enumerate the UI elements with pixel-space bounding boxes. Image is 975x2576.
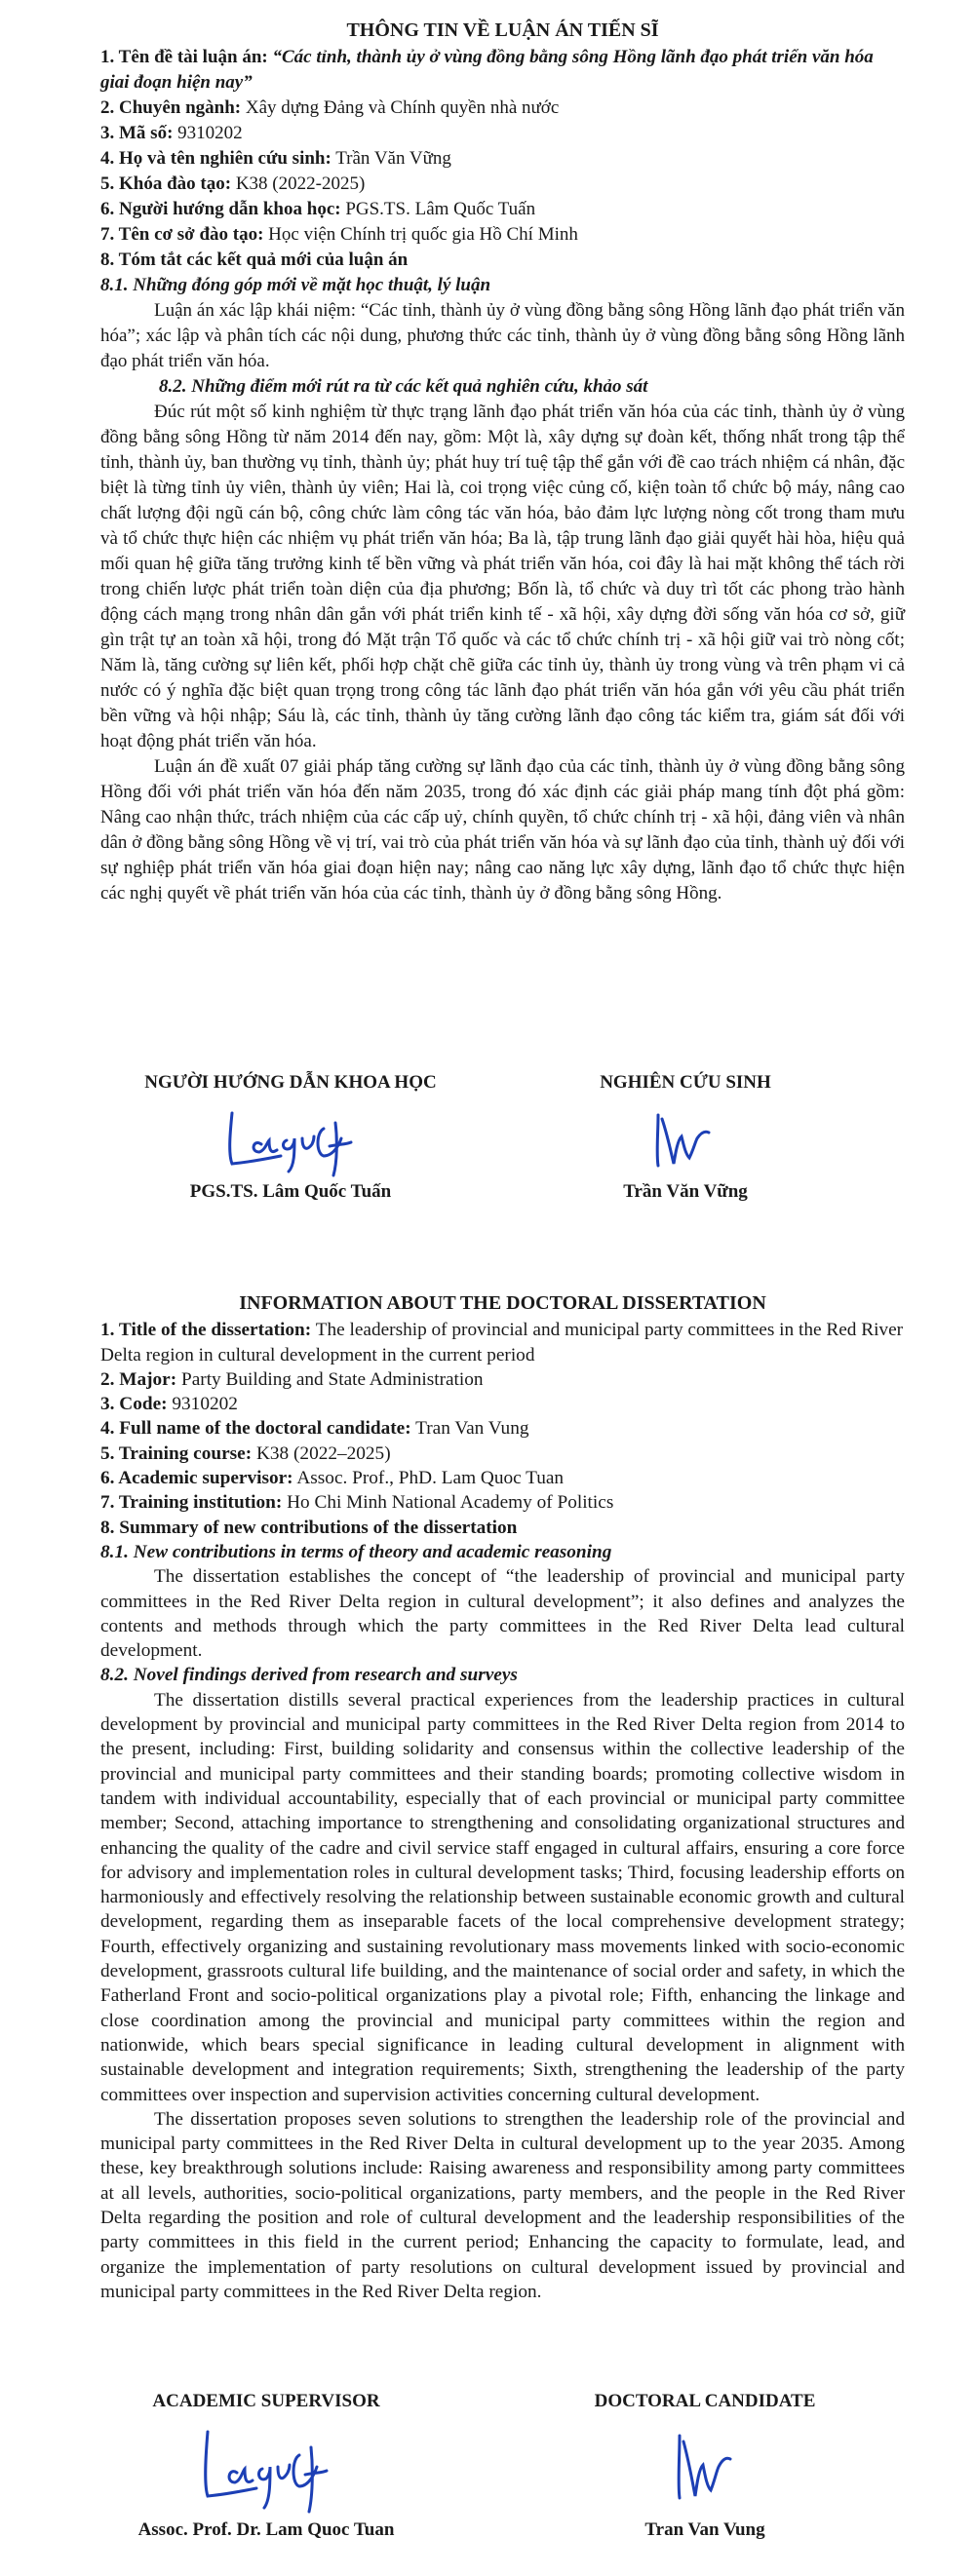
en-title: INFORMATION ABOUT THE DOCTORAL DISSERTATION [239,1292,766,1314]
signature-role: ACADEMIC SUPERVISOR [152,2391,380,2411]
vn-field-course [100,172,905,197]
vn-signature-supervisor [96,1072,486,1203]
field-label: 1. Tên đề tài luận án: [100,47,268,67]
field-value: 9310202 [172,1394,238,1415]
field-value: “Các tỉnh, thành ủy ở vùng đồng bằng sông Hồng lãnh đạo phát triển văn hóa giai đoạn hiện nay” [100,47,874,93]
field-label: 4. Full name of the doctoral candidate: [100,1418,411,1440]
handwritten-signature-icon [169,2412,364,2519]
field-label: 6. Người hướng dẫn khoa học: [100,199,341,219]
signature-name: Trần Văn Vững [623,1181,748,1202]
field-label: 5. Khóa đào tạo: [100,173,232,194]
en-field-course [100,1442,905,1466]
vn-field-candidate [100,146,905,172]
field-value: Assoc. Prof., PhD. Lam Quoc Tuan [296,1468,565,1489]
vn-field-summary [100,248,905,273]
en-signature-supervisor [71,2391,461,2541]
field-label: 4. Họ và tên nghiên cứu sinh: [100,148,332,169]
signature-name: Assoc. Prof. Dr. Lam Quoc Tuan [137,2519,395,2540]
field-value: K38 (2022-2025) [235,173,366,194]
en-signature-block [100,2391,905,2566]
field-label: 1. Title of the dissertation: [100,1320,312,1341]
en-field-institution [100,1490,905,1515]
en-field-major [100,1367,905,1392]
field-label: 2. Major: [100,1368,177,1390]
field-label: 8. Summary of new contributions of the dissertation [100,1517,518,1538]
field-value: PGS.TS. Lâm Quốc Tuấn [345,199,536,219]
field-label: 2. Chuyên ngành: [100,97,242,118]
handwritten-signature-icon [193,1094,388,1181]
en-field-code [100,1392,905,1416]
signature-name: PGS.TS. Lâm Quốc Tuấn [189,1181,392,1202]
field-value: Học viện Chính trị quốc gia Hồ Chí Minh [268,224,578,245]
field-value: Party Building and State Administration [181,1368,484,1390]
en-paragraph-1: The dissertation establishes the concept of “the leadership of provincial and municipal party committees in the Red River Delta region in cultural development”; it also defines and analyzes the contents and methods through which the party committees in the Red River Delta lead cultural development. [100,1566,905,1662]
field-label: 5. Training course: [100,1442,253,1464]
handwritten-signature-icon [588,1094,783,1181]
signature-name: Tran Van Vung [644,2519,765,2540]
field-value: Tran Van Vung [415,1418,529,1440]
en-paragraph-2: The dissertation distills several practical experiences from the leadership practices in cultural development by provincial and municipal party committees in the Red River Delta region from 2014 to the present, including: First, building solidarity and consensus within the collective leadership of the provincial and municipal party committees and their standing boards; promoting collective wisdom in tandem with individual accountability, especially that of each provincial or municipal party committee member; Second, attaching importance to strengthening and consolidating organizational structures and enhancing the quality of the cadre and civil service staff engaged in cultural affairs, ensuring a core force for advisory and implementation roles in cultural development tasks; Third, focusing leadership efforts on harmoniously and effectively resolving the relationship between sustainable economic growth and cultural development, regarding them as inseparable facets of the local comprehensive development strategy; Fourth, effectively organizing and sustaining revolutionary mass movements linked with socio-economic development, grassroots cultural life building, and the maintenance of social order and safety, in which the Fatherland Front and socio-political organizations play a pivotal role; Fifth, enhancing the linkage and close coordination among the provincial and municipal party committees within the region and nationwide, which bears special significance in leading cultural development in alignment with sustainable development and integration requirements; Sixth, strengthening the leadership of the party committees over inspection and supervision activities concerning cultural development. [100,1689,905,2105]
vietnamese-section [100,18,905,906]
vn-field-major [100,96,905,121]
vn-subheading-8-2: 8.2. Những điểm mới rút ra từ các kết quả nghiên cứu, khảo sát [159,376,648,397]
vn-paragraph-2: Đúc rút một số kinh nghiệm từ thực trạng lãnh đạo phát triển văn hóa của các tỉnh, thành ủy ở vùng đồng bằng sông Hồng từ năm 2014 đến nay, gồm: Một là, xây dựng sự đoàn kết, thống nhất trong tập thể tỉnh, thành ủy, ban thường vụ tỉnh, thành ủy; phát huy trí tuệ tập thể gắn với đề cao trách nhiệm cá nhân, đặc biệt là từng tỉnh ủy viên, thành ủy viên; Hai là, coi trọng việc củng cố, kiện toàn tổ chức bộ máy, nâng cao chất lượng đội ngũ cán bộ, công chức làm công tác văn hóa, bảo đảm lực lượng nòng cốt trong tham mưu và tổ chức thực hiện các nhiệm vụ phát triển văn hóa; Ba là, tập trung lãnh đạo giải quyết hài hòa, hiệu quả mối quan hệ giữa tăng trưởng kinh tế bền vững và phát triển văn hóa, coi đây là hai mặt không thể tách rời trong chiến lược phát triển toàn diện của địa phương; Bốn là, tổ chức và duy trì tốt các phong trào hành động cách mạng trong nhân dân gắn với phát triển kinh tế - xã hội, xây dựng đời sống văn hóa cơ sở, giữ gìn trật tự an toàn xã hội, trong đó Mặt trận Tổ quốc và các tổ chức chính trị - xã hội giữ vai trò nòng cốt; Năm là, tăng cường sự liên kết, phối hợp chặt chẽ giữa các tỉnh ủy, thành ủy trong vùng và trên phạm vi cả nước có ý nghĩa đặc biệt quan trọng trong công tác lãnh đạo phát triển văn hóa gắn với yêu cầu phát triển bền vững và hội nhập; Sáu là, các tỉnh, thành ủy tăng cường lãnh đạo công tác kiểm tra, giám sát đối với hoạt động phát triển văn hóa. [100,402,905,751]
vn-field-code [100,121,905,146]
field-value: The leadership of provincial and municipal party committees in the Red River Delta region in cultural development in the current period [100,1320,904,1365]
field-label: 3. Code: [100,1394,168,1415]
en-field-title [100,1318,905,1367]
vn-paragraph-1: Luận án xác lập khái niệm: “Các tỉnh, thành ủy ở vùng đồng bằng sông Hồng lãnh đạo phát triển văn hóa”; xác lập và phân tích các nội dung, phương thức các tỉnh, thành ủy ở vùng đồng bằng sông Hồng lãnh đạo phát triển văn hóa. [100,300,905,371]
signature-role: NGHIÊN CỨU SINH [600,1072,771,1093]
en-signature-candidate [510,2391,900,2541]
vn-field-title [100,45,905,96]
en-paragraph-3: The dissertation proposes seven solutions to strengthen the leadership role of the provincial and municipal party committees in the Red River Delta in cultural development up to the year 2035. Among these, key breakthrough solutions include: Raising awareness and responsibility among party committees at all levels, authorities, socio-political organizations, party members, and the people in the Red River Delta regarding the position and role of cultural development and the leadership responsibilities of the party committees in this field in the current period; Enhancing the capacity to formulate, lead, and organize the implementation of party resolutions on cultural development issued by provincial and municipal party committees in the Red River Delta region. [100,2108,905,2302]
field-label: 7. Tên cơ sở đào tạo: [100,224,264,245]
handwritten-signature-icon [607,2412,802,2519]
vn-signature-block [100,1072,905,1248]
english-section [100,1291,905,2304]
field-value: 9310202 [177,123,243,143]
vn-signature-candidate [490,1072,880,1203]
field-label: 6. Academic supervisor: [100,1468,293,1489]
field-value: Trần Văn Vững [335,148,451,169]
en-field-summary [100,1516,905,1540]
en-subheading-8-1: 8.1. New contributions in terms of theory and academic reasoning [100,1541,612,1562]
vn-subheading-8-1: 8.1. Những đóng góp mới về mặt học thuật, lý luận [100,275,491,295]
field-label: 8. Tóm tắt các kết quả mới của luận án [100,250,409,270]
signature-role: DOCTORAL CANDIDATE [594,2391,816,2411]
vn-title: THÔNG TIN VỀ LUẬN ÁN TIẾN SĨ [346,19,659,41]
en-subheading-8-2: 8.2. Novel findings derived from research and surveys [100,1665,518,1686]
vn-paragraph-3: Luận án đề xuất 07 giải pháp tăng cường sự lãnh đạo của các tỉnh, thành ủy ở vùng đồng bằng sông Hồng đối với phát triển văn hóa đến năm 2035, trong đó xác định các giải pháp mang tính đột phá gồm: Nâng cao nhận thức, trách nhiệm của các cấp uỷ, chính quyền, tổ chức chính trị - xã hội, đảng viên và nhân dân ở đồng bằng sông Hồng về vị trí, vai trò của phát triển văn hóa và sự lãnh đạo của tỉnh, thành uỷ đối với sự nghiệp phát triển văn hóa giai đoạn hiện nay; nâng cao năng lực xây dựng, lãnh đạo tổ chức thực hiện các nghị quyết về phát triển văn hóa của các tỉnh, thành ủy ở đồng bằng sông Hồng. [100,756,905,904]
vn-field-supervisor [100,197,905,222]
field-label: 7. Training institution: [100,1492,283,1514]
field-value: Ho Chi Minh National Academy of Politics [287,1492,614,1514]
field-value: K38 (2022–2025) [255,1442,391,1464]
signature-role: NGƯỜI HƯỚNG DẪN KHOA HỌC [144,1072,437,1093]
vn-field-institution [100,222,905,248]
en-field-candidate [100,1416,905,1441]
field-label: 3. Mã số: [100,123,174,143]
en-field-supervisor [100,1466,905,1490]
field-value: Xây dựng Đảng và Chính quyền nhà nước [245,97,560,118]
